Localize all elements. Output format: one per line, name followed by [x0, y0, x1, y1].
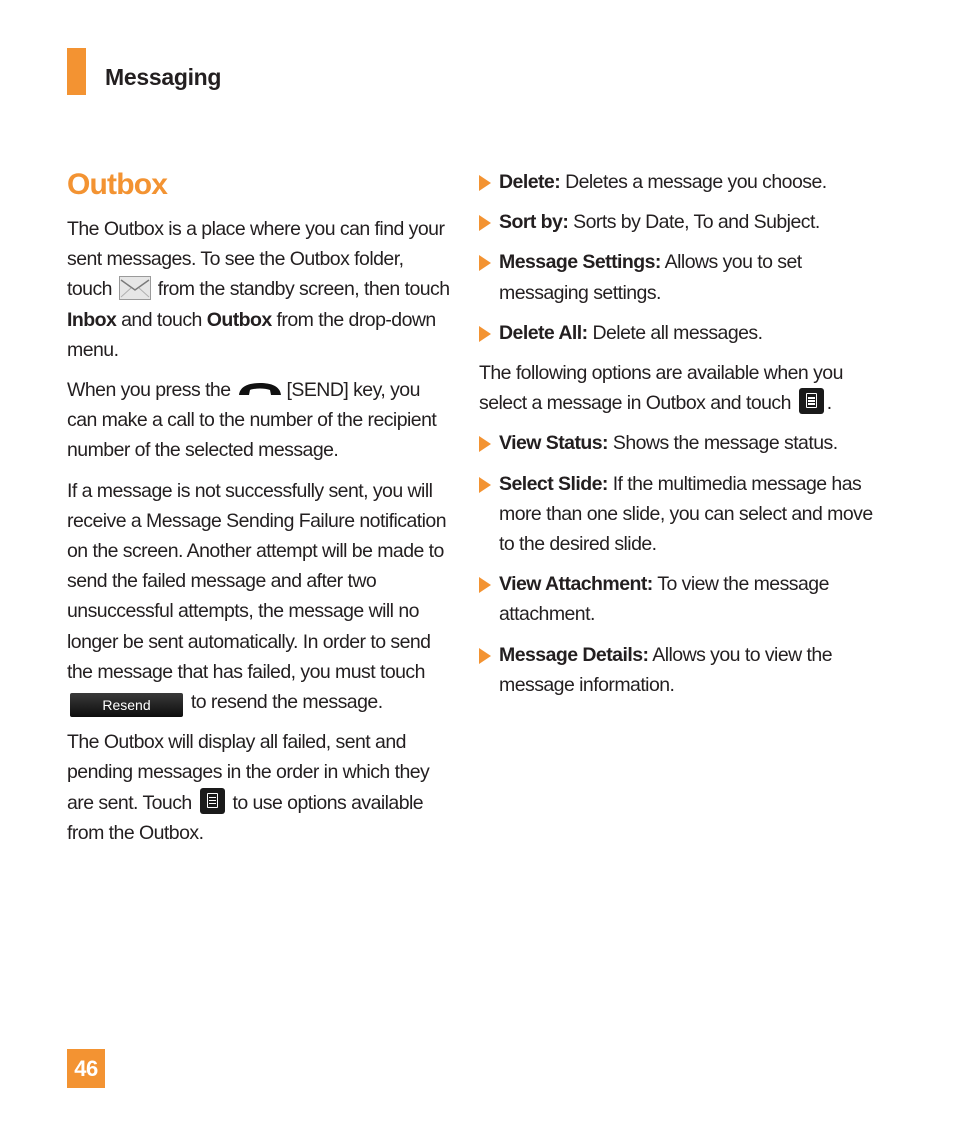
- bullet-triangle-icon: [479, 477, 491, 493]
- right-column: [479, 167, 879, 710]
- bullet-triangle-icon: [479, 648, 491, 664]
- bullet-triangle-icon: [479, 175, 491, 191]
- envelope-icon: [119, 276, 151, 300]
- bullet-triangle-icon: [479, 326, 491, 342]
- bullet-triangle-icon: [479, 577, 491, 593]
- menu-icon[interactable]: [200, 788, 225, 814]
- option-item-select-slide: Select Slide: If the multimedia message has more than one slide, you can select and move to the desired slide.: [479, 469, 879, 560]
- section-bar: [67, 48, 86, 95]
- option-item-message-details: Message Details: Allows you to view the message information.: [479, 640, 879, 700]
- bullet-triangle-icon: [479, 215, 491, 231]
- paragraph-outbox-display: The Outbox will display all failed, sent and pending messages in the order in which they are sent. Touch to use options available from the Outbox.: [67, 731, 430, 844]
- option-item-view-status: View Status: Shows the message status.: [479, 428, 879, 458]
- page-heading: Outbox: [67, 168, 168, 201]
- left-column: [67, 214, 452, 858]
- option-item-delete: Delete: Deletes a message you choose.: [479, 167, 879, 197]
- option-item-message-settings: Message Settings: Allows you to set messaging settings.: [479, 247, 879, 307]
- section-title: Messaging: [105, 64, 222, 90]
- paragraph-failure: If a message is not successfully sent, you will receive a Message Sending Failure notification on the screen. Another attempt will be made to send the failed message and after two unsuccessful attempts, the message will no longer be sent automatically. In order to send the message that has failed, you must touch Resend to resend the message.: [67, 476, 452, 718]
- bullet-triangle-icon: [479, 255, 491, 271]
- page-number: 46: [67, 1049, 105, 1088]
- bullet-triangle-icon: [479, 436, 491, 452]
- menu-icon[interactable]: [799, 388, 824, 414]
- paragraph-outbox-intro: The Outbox is a place where you can find your sent messages. To see the Outbox folder, touch from the standby screen, then touch Inbox and touch Outbox from the drop-down menu.: [67, 218, 450, 361]
- send-key-icon: [237, 382, 283, 398]
- option-item-delete-all: Delete All: Delete all messages.: [479, 318, 879, 348]
- paragraph-options-intro: The following options are available when you select a message in Outbox and touch .: [479, 362, 843, 415]
- option-item-view-attachment: View Attachment: To view the message attachment.: [479, 569, 879, 629]
- paragraph-send-key: When you press the [SEND] key, you can make a call to the number of the recipient number of the selected message.: [67, 379, 437, 462]
- option-item-sort-by: Sort by: Sorts by Date, To and Subject.: [479, 207, 879, 237]
- resend-button[interactable]: Resend: [70, 693, 183, 717]
